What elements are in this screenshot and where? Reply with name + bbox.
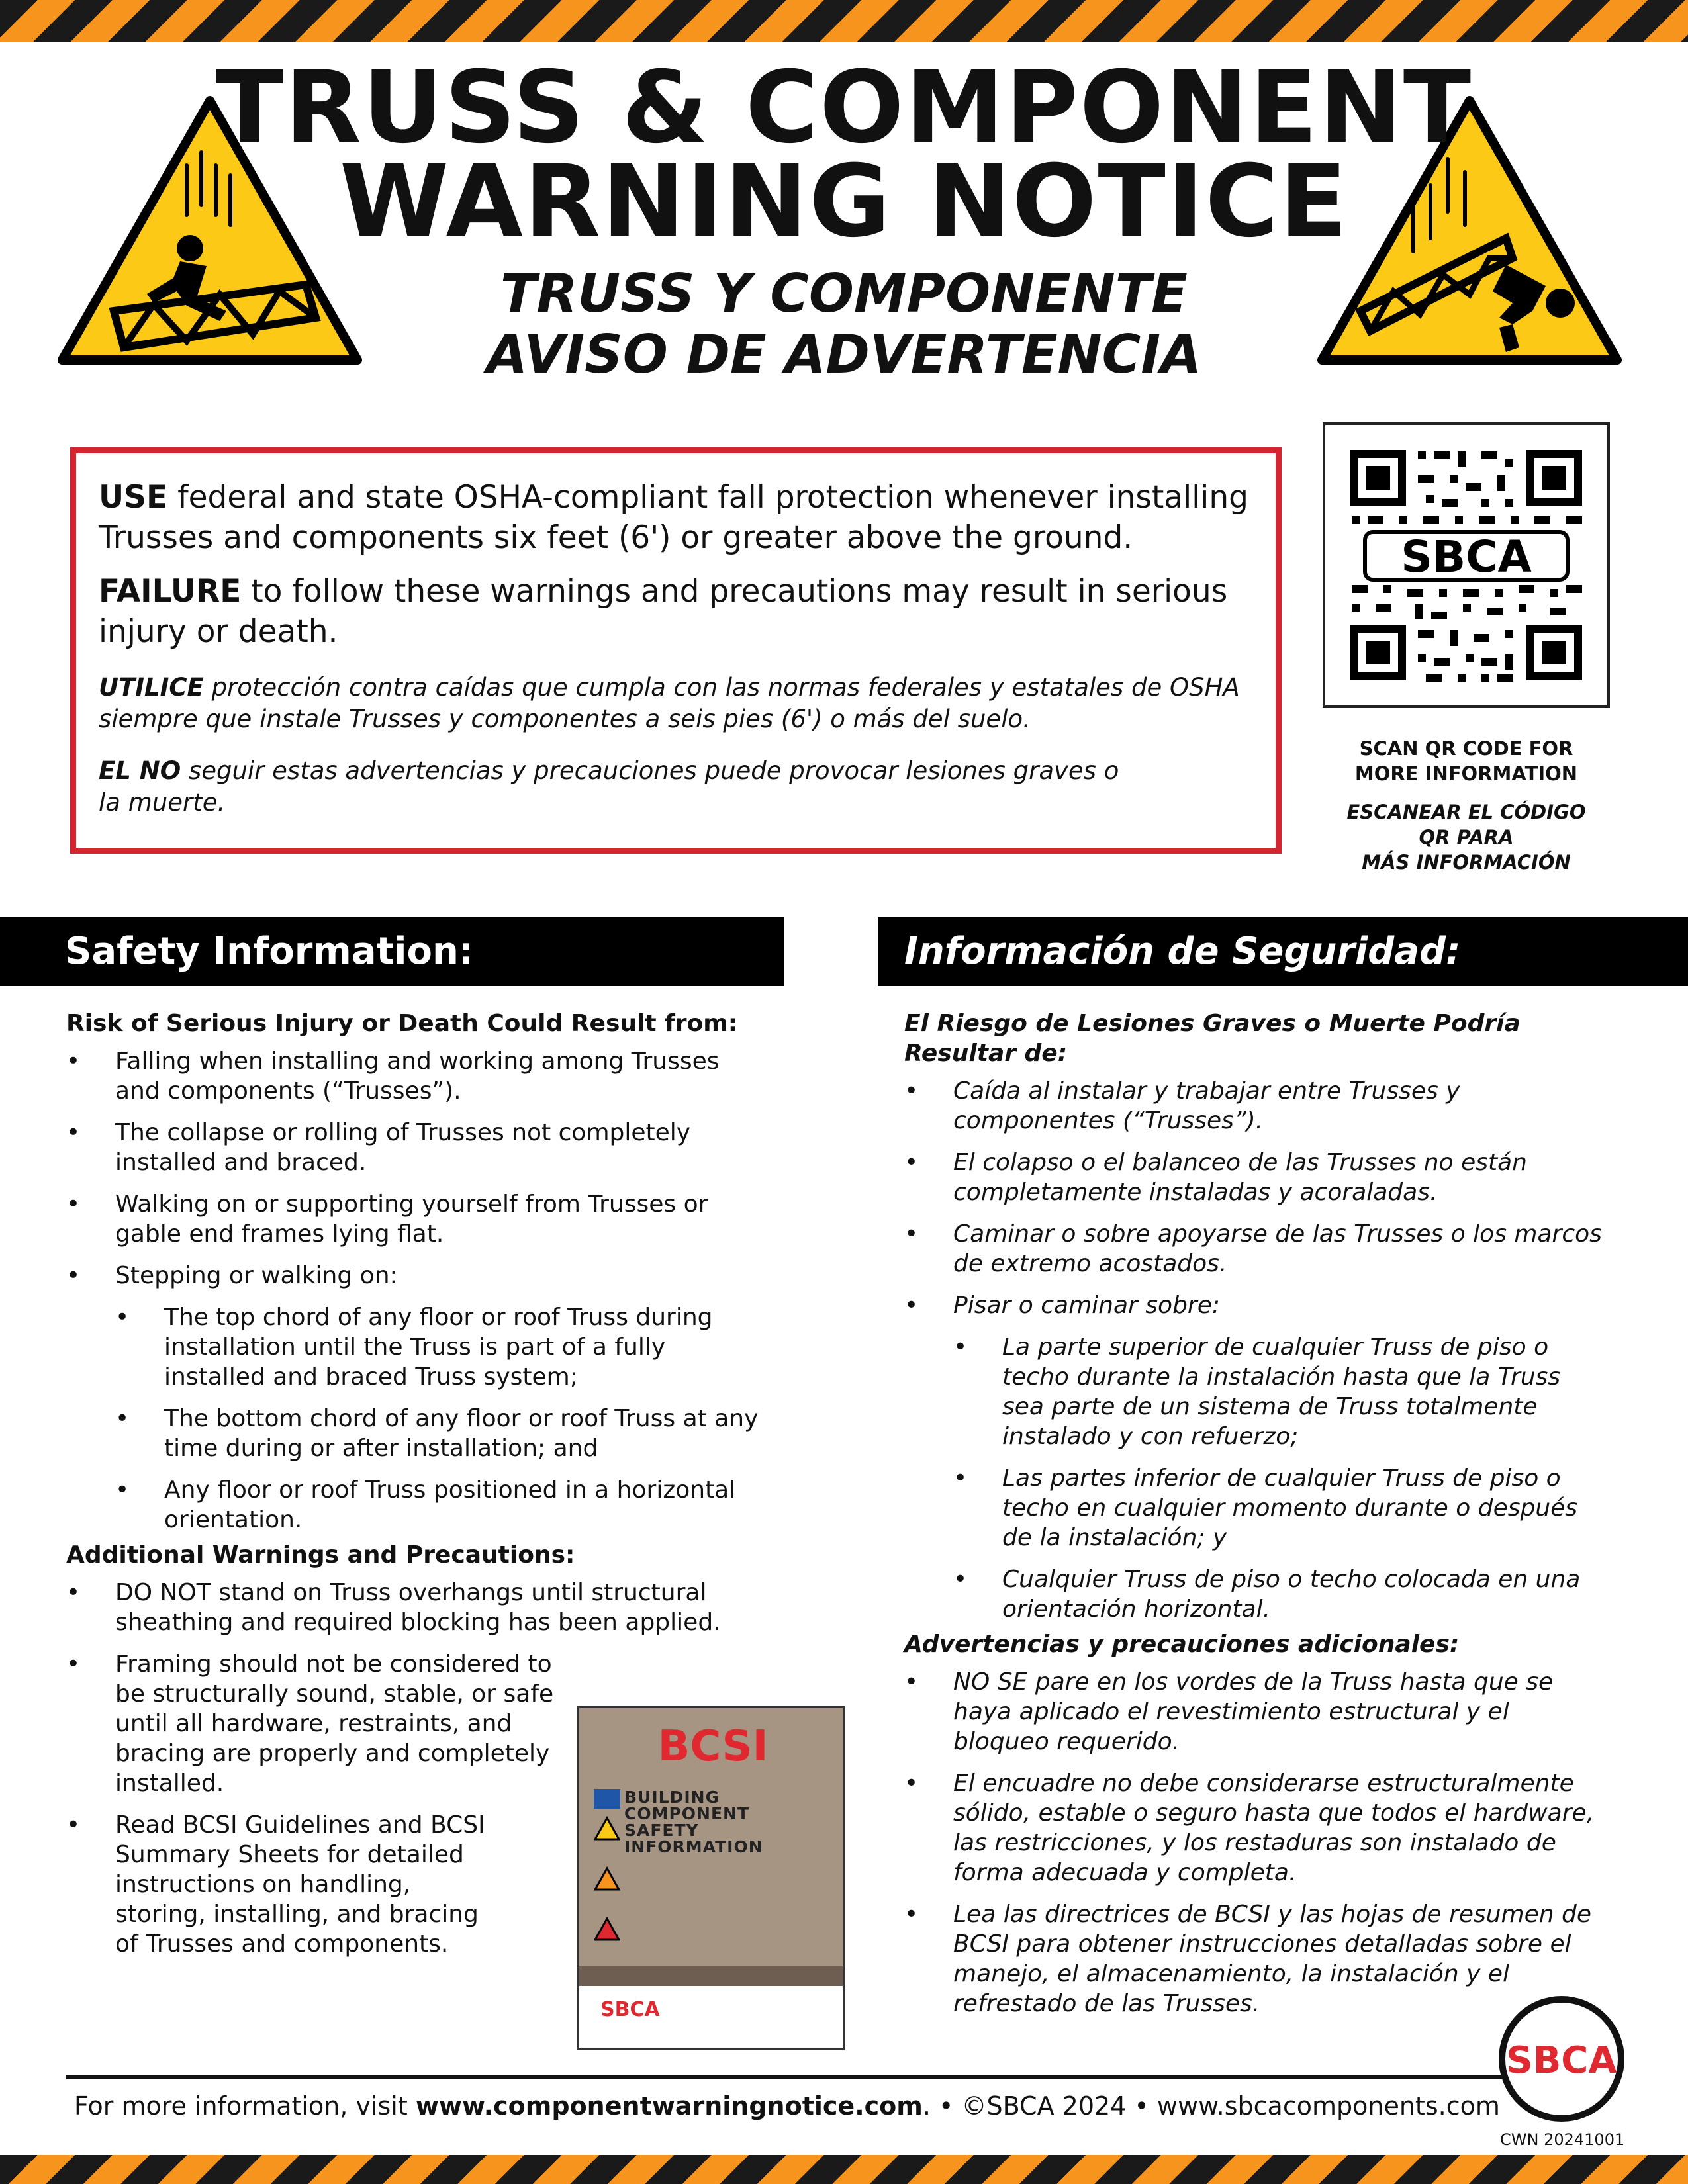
- qr-caption-en-1: SCAN QR CODE FOR: [1359, 737, 1573, 760]
- bcsi-line-4: INFORMATION: [624, 1837, 763, 1856]
- additional-heading-es: Advertencias y precauciones adicionales:: [904, 1631, 1460, 1658]
- footer-text: [74, 2089, 1500, 2123]
- list-item: • Stepping or walking on:: [66, 1261, 768, 1291]
- list-item: • Any floor or roof Truss positioned in a horizontal orientation.: [115, 1475, 768, 1535]
- sbca-seal-text: SBCA: [1506, 2039, 1617, 2082]
- safety-column-es: [904, 1009, 1606, 2030]
- page-subtitle: [0, 263, 1688, 385]
- alert-use-es-text: protección contra caídas que cumpla con las normas federales y estatales de OSHA siempre que instale Trusses y componentes a seis pies (6') o más del suelo.: [99, 673, 1240, 733]
- qr-caption-en-2: MORE INFORMATION: [1354, 762, 1578, 785]
- bcsi-line-1: BUILDING: [624, 1788, 720, 1807]
- alert-use-en-bold: USE: [99, 479, 168, 516]
- risk-heading-en: Risk of Serious Injury or Death Could Result from:: [66, 1010, 738, 1037]
- qr-code-graphic: [1325, 425, 1607, 705]
- safety-information-heading: Safety Information:: [0, 917, 784, 986]
- alert-use-es: [99, 672, 1254, 735]
- bcsi-publisher: SBCA: [600, 1998, 660, 2021]
- subtitle-line-2: AVISO DE ADVERTENCIA: [487, 324, 1201, 385]
- hazard-stripe-bottom: [0, 2155, 1688, 2184]
- bcsi-book-lines: [624, 1789, 836, 1855]
- list-item: • Pisar o caminar sobre:: [904, 1291, 1606, 1320]
- list-item: • Read BCSI Guidelines and BCSI Summary Sheets for detailed instructions on handling, storing, installing, and bracing of Trusses and components.: [66, 1810, 503, 1959]
- list-item: • NO SE pare en los vordes de la Truss hasta que se haya aplicado el revestimiento estructural y el bloqueo requerido.: [904, 1667, 1606, 1756]
- alert-failure-es-bold: EL NO: [99, 756, 181, 785]
- list-item: • Framing should not be considered to be structurally sound, stable, or safe until all hardware, restraints, and bracing are properly and completely installed.: [66, 1649, 569, 1798]
- alert-use-es-bold: UTILICE: [99, 673, 204, 702]
- alert-use-en: [99, 477, 1254, 558]
- additional-heading-en: Additional Warnings and Precautions:: [66, 1541, 575, 1569]
- bcsi-book-footer: [579, 1966, 845, 2050]
- footer-divider: [66, 2075, 1523, 2079]
- bcsi-book-cover: [577, 1706, 845, 2050]
- qr-caption-es-1: ESCANEAR EL CÓDIGO: [1346, 801, 1586, 823]
- alert-failure-es-text: seguir estas advertencias y precauciones puede provocar lesiones graves o la muerte.: [99, 756, 1119, 817]
- list-item: • The collapse or rolling of Trusses not completely installed and braced.: [66, 1118, 768, 1177]
- fall-protection-alert-box: [70, 447, 1282, 854]
- list-item: • DO NOT stand on Truss overhangs until structural sheathing and required blocking has been applied.: [66, 1578, 768, 1637]
- qr-caption-es-2: QR PARA: [1419, 826, 1514, 848]
- title-line-1: TRUSS & COMPONENT: [215, 50, 1473, 165]
- list-item: • The top chord of any floor or roof Truss during installation until the Truss is part of a fully installed and braced Truss system;: [115, 1302, 768, 1392]
- footer-link-componentwarningnotice[interactable]: www.componentwarningnotice.com: [415, 2091, 923, 2120]
- qr-caption-es: [1297, 799, 1635, 875]
- stepping-list-en: [66, 1302, 768, 1535]
- list-item: • Las partes inferior de cualquier Truss de piso o techo en cualquier momento durante o después de la instalación; y: [953, 1463, 1606, 1553]
- bcsi-hazard-icons: [594, 1789, 620, 1941]
- page-title: [0, 50, 1688, 259]
- risk-heading-es: El Riesgo de Lesiones Graves o Muerte Podría Resultar de:: [904, 1010, 1521, 1067]
- risk-list-es: [904, 1076, 1606, 1320]
- alert-failure-en-bold: FAILURE: [99, 573, 242, 610]
- footer-prefix: For more information, visit: [74, 2091, 416, 2120]
- alert-failure-en-text: to follow these warnings and precautions may result in serious injury or death.: [99, 573, 1228, 650]
- list-item: • The bottom chord of any floor or roof Truss at any time during or after installation; and: [115, 1404, 768, 1463]
- informacion-seguridad-heading: Información de Seguridad:: [878, 917, 1688, 986]
- footer-suffix: . • ©SBCA 2024 • www.sbcacomponents.com: [922, 2091, 1500, 2120]
- additional-list-es: [904, 1667, 1606, 2019]
- alert-failure-es: [99, 755, 1131, 819]
- subtitle-line-1: TRUSS Y COMPONENTE: [500, 263, 1188, 324]
- bcsi-line-2: COMPONENT: [624, 1804, 750, 1823]
- document-code: CWN 20241001: [1500, 2130, 1625, 2149]
- alert-use-en-text: federal and state OSHA-compliant fall protection whenever installing Trusses and components six feet (6') or greater above the ground.: [99, 479, 1248, 556]
- alert-failure-en: [99, 571, 1254, 652]
- title-line-2: WARNING NOTICE: [339, 144, 1349, 259]
- stepping-list-es: [904, 1332, 1606, 1624]
- list-item: • Falling when installing and working among Trusses and components (“Trusses”).: [66, 1046, 768, 1106]
- list-item: • Caída al instalar y trabajar entre Trusses y componentes (“Trusses”).: [904, 1076, 1606, 1136]
- qr-logo-text: SBCA: [1401, 531, 1532, 582]
- hazard-stripe-top: [0, 0, 1688, 42]
- qr-caption-es-3: MÁS INFORMACIÓN: [1362, 851, 1571, 874]
- bcsi-line-3: SAFETY: [624, 1821, 699, 1840]
- bcsi-book-title: BCSI: [657, 1722, 769, 1771]
- list-item: • Walking on or supporting yourself from Trusses or gable end frames lying flat.: [66, 1189, 768, 1249]
- list-item: • El colapso o el balanceo de las Trusses no están completamente instaladas y acoraladas.: [904, 1148, 1606, 1207]
- list-item: • Cualquier Truss de piso o techo colocada en una orientación horizontal.: [953, 1565, 1606, 1624]
- qr-caption-en: [1297, 736, 1635, 786]
- list-item: • Caminar o sobre apoyarse de las Trusses o los marcos de extremo acostados.: [904, 1219, 1606, 1279]
- list-item: • Lea las directrices de BCSI y las hojas de resumen de BCSI para obtener instrucciones detalladas sobre el manejo, el almacenamiento, la instalación y el refrestado de las Trusses.: [904, 1899, 1606, 2019]
- qr-code[interactable]: [1323, 422, 1610, 708]
- list-item: • El encuadre no debe considerarse estructuralmente sólido, estable o seguro hasta que todos el hardware, las restricciones, y los restaduras son instalado de forma adecuada y completa.: [904, 1768, 1606, 1888]
- sbca-seal-logo: [1497, 1995, 1626, 2123]
- list-item: • La parte superior de cualquier Truss de piso o techo durante la instalación hasta que la Truss sea parte de un sistema de Truss totalmente instalado y con refuerzo;: [953, 1332, 1606, 1451]
- risk-list-en: [66, 1046, 768, 1291]
